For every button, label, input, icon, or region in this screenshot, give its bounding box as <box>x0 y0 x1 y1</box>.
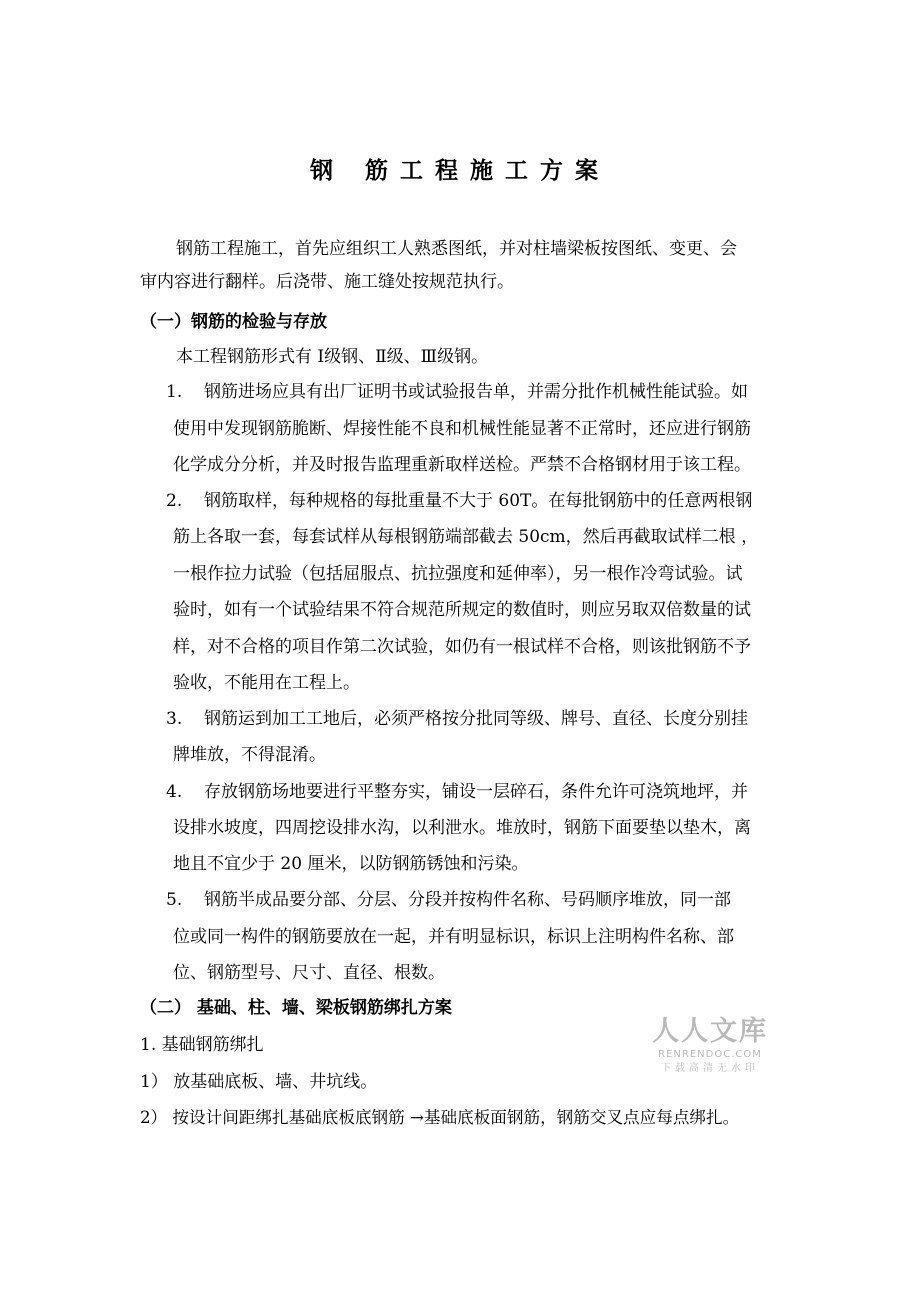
list-item-number: 3. <box>166 709 183 729</box>
section-1-intro: 本工程钢筋形式有 Ⅰ级钢、Ⅱ级、Ⅲ级钢。 <box>176 347 489 367</box>
list-item-line: 验时，如有一个试验结果不符合规范所规定的数值时，则应另取双倍数量的试 <box>173 600 751 620</box>
step-line: 2） 按设计间距绑扎基础底板底钢筋 →基础底板面钢筋，钢筋交叉点应每点绑扎。 <box>140 1108 740 1127</box>
list-item-line: 使用中发现钢筋脆断、焊接性能不良和机械性能显著不正常时，还应进行钢筋 <box>173 419 751 439</box>
section-2-subheading: 1. 基础钢筋绑扎 <box>140 1035 264 1055</box>
watermark-logo-text: 人人文库 <box>652 1016 768 1047</box>
section-2-heading: （二） 基础、柱、墙、梁板钢筋绑扎方案 <box>140 998 452 1018</box>
list-item-line: 位或同一构件的钢筋要放在一起，并有明显标识，标识上注明构件名称、部 <box>173 927 734 947</box>
list-item-line: 化学成分分析，并及时报告监理重新取样送检。严禁不合格钢材用于该工程。 <box>173 455 751 475</box>
list-item-line: 钢筋运到加工工地后，必须严格按分批同等级、牌号、直径、长度分别挂 <box>204 709 748 729</box>
list-item-line: 钢筋进场应具有出厂证明书或试验报告单，并需分批作机械性能试验。如 <box>204 382 748 402</box>
document-title: 钢 筋工程施工方案 <box>309 158 610 184</box>
list-item-number: 1. <box>166 382 183 402</box>
list-item-number: 2. <box>166 491 183 511</box>
list-item-line: 样，对不合格的项目作第二次试验，如仍有一根试样不合格，则该批钢筋不予 <box>173 637 751 657</box>
list-item-line: 验收，不能用在工程上。 <box>173 673 360 693</box>
list-item-number: 4. <box>166 782 183 802</box>
list-item-line: 一根作拉力试验（包括屈服点、抗拉强度和延伸率），另一根作冷弯试验。试 <box>173 564 743 584</box>
step-line: 1） 放基础底板、墙、井坑线。 <box>140 1072 378 1092</box>
section-1-heading: （一）钢筋的检验与存放 <box>140 312 327 332</box>
intro-line-2: 审内容进行翻样。后浇带、施工缝处按规范执行。 <box>140 272 514 292</box>
watermark-site: RENRENDOC.COM <box>658 1049 762 1060</box>
list-item-line: 设排水坡度，四周挖设排水沟，以利泄水。堆放时，钢筋下面要垫以垫木，离 <box>173 818 751 838</box>
list-item-line: 地且不宜少于 20 厘米，以防钢筋锈蚀和污染。 <box>173 854 529 874</box>
list-item-line: 存放钢筋场地要进行平整夯实，铺设一层碎石，条件允许可浇筑地坪，并 <box>204 782 748 802</box>
intro-line-1: 钢筋工程施工，首先应组织工人熟悉图纸，并对柱墙梁板按图纸、变更、会 <box>176 239 737 259</box>
watermark <box>640 1016 780 1076</box>
list-item-line: 钢筋半成品要分部、分层、分段并按构件名称、号码顺序堆放，同一部 <box>204 890 731 910</box>
list-item-number: 5. <box>166 890 183 910</box>
list-item-line: 筋上各取一套，每套试样从每根钢筋端部截去 50cm，然后再截取试样二根 ， <box>173 527 759 547</box>
list-item-line: 牌堆放，不得混淆。 <box>173 745 326 765</box>
list-item-line: 位、钢筋型号、尺寸、直径、根数。 <box>173 963 445 983</box>
watermark-tagline: 下载高清无水印 <box>661 1063 759 1074</box>
list-item-line: 钢筋取样，每种规格的每批重量不大于 60T。在每批钢筋中的任意两根钢 <box>204 491 753 511</box>
